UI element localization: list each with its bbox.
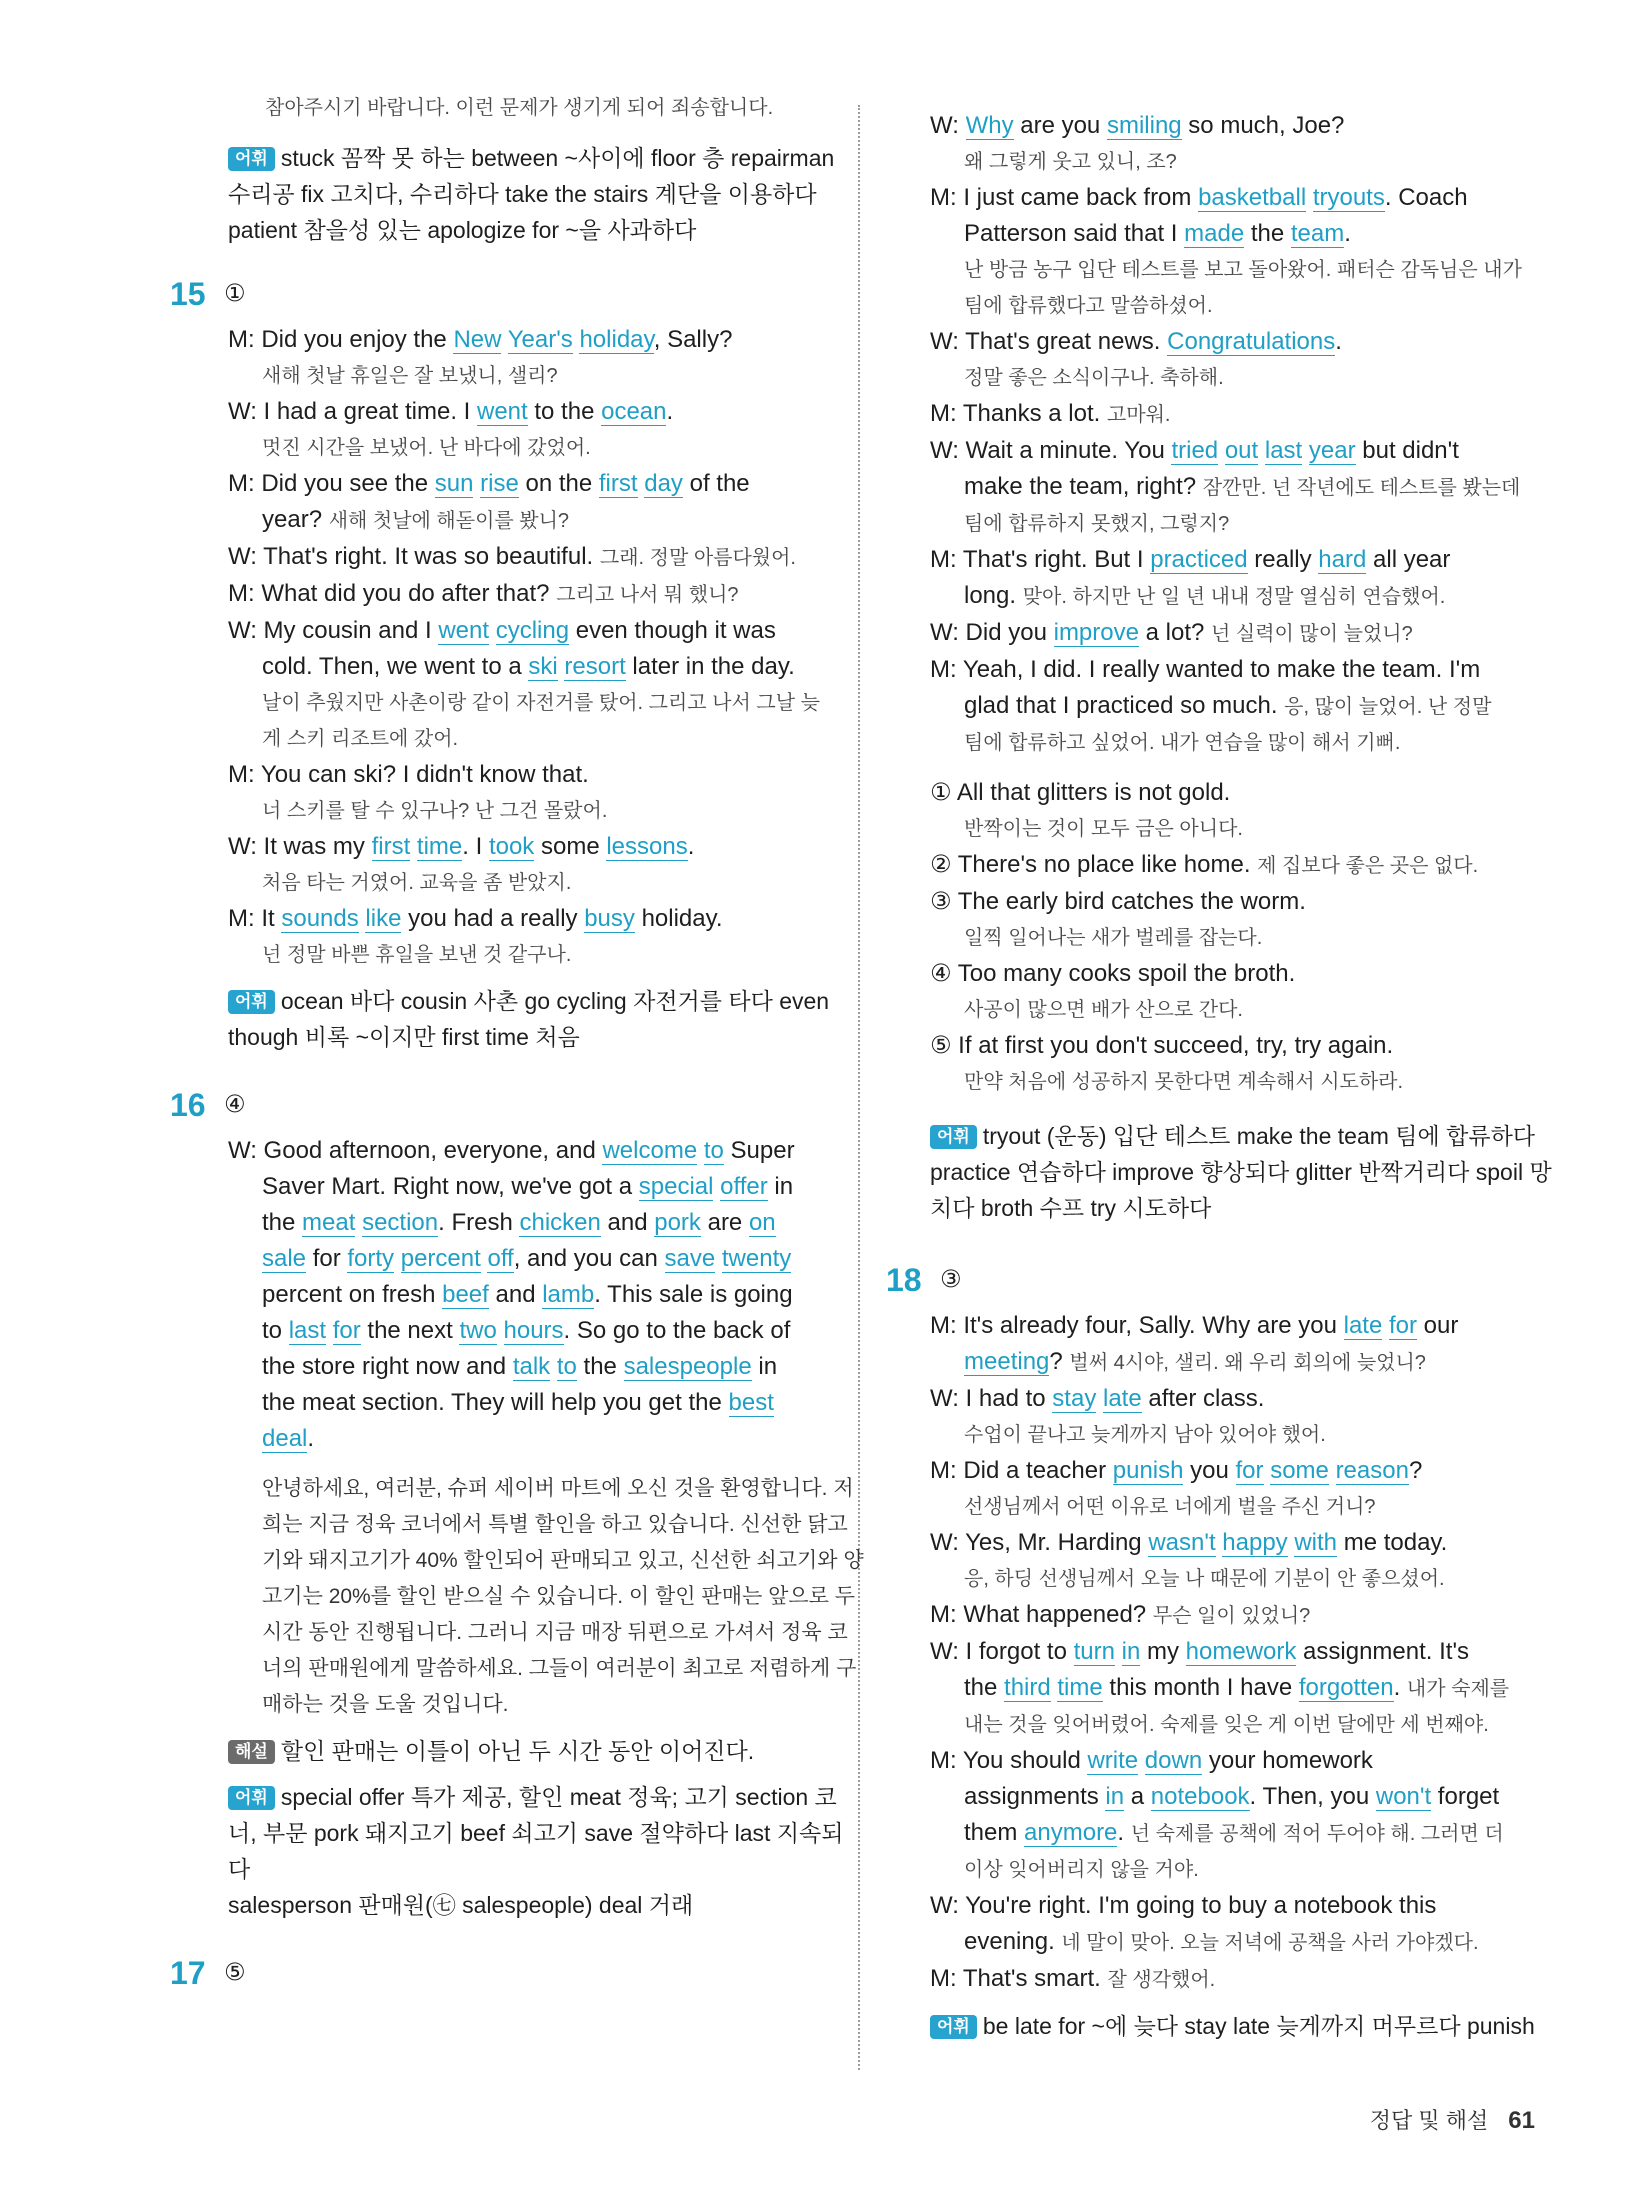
question-number: 16 — [170, 1087, 206, 1123]
vocab-14: 어휘 stuck 꼼짝 못 하는 between ~사이에 floor 층 repairman 수리공 fix 고치다, 수리하다 take the stairs 계단을 이용하다 patient 참을성 있는 apologize for ~을 사과하다 — [228, 145, 835, 243]
vocab-15: 어휘 ocean 바다 cousin 사촌 go cycling 자전거를 타다 even though 비록 ~이지만 first time 처음 — [228, 988, 830, 1050]
vocab-16: 어휘 special offer 특가 제공, 할인 meat 정육; 고기 section 코 너, 부문 pork 돼지고기 beef 쇠고기 save 절약하다 last 지속되다 salesperson 판매원(㊆ salespeople) deal 거래 — [228, 1784, 844, 1918]
vocab-tag: 어휘 — [228, 147, 275, 171]
explanation-16: 해설 할인 판매는 이틀이 아닌 두 시간 동안 이어진다. — [170, 1733, 850, 1769]
question-16-header — [170, 1085, 850, 1125]
column-divider — [858, 105, 860, 2070]
answer-mark: ③ — [940, 1266, 962, 1293]
question-number: 15 — [170, 276, 206, 312]
vocab-18: 어휘 be late for ~에 늦다 stay late 늦게까지 머무르다 punish — [930, 2008, 1570, 2044]
question-17-options: ① All that glitters is not gold. 반짝이는 것이 모두 금은 아니다. ② There's no place like home. 제 집보다 좋은 곳은 없다. ③ The early bird catches the worm. 일찍 일어나는 새가 벌레를 잡는다. ④ Too many cooks spoil the broth. 사공이 많으면 배가 산으로 간다. ⑤ If at first you don't succeed, try, try again. 만약 처음에 성공하지 못한다면 계속해서 시도하라. — [930, 779, 1479, 1093]
right-column — [886, 108, 1570, 2044]
question-15-header — [170, 274, 850, 314]
question-15-dialogue: M: Did you enjoy the New Year's holiday, Sally? 새해 첫날 휴일은 잘 보냈니, 샐리? W: I had a great time. I went to the ocean. 멋진 시간을 보냈어. 난 바다에 갔었어. M: Did you see the sun rise on the first day of the year? 새해 첫날에 해돋이를 봤니? W: That's right. It was so beautiful. 그래. 정말 아름다웠어. M: What did you do after that? 그리고 나서 뭐 했니? W: My cousin and I went cycling even though it was cold. Then, we went to a ski resort later in the day. 날이 추웠지만 사촌이랑 같이 자전거를 탔어. 그리고 나서 그날 늦 게 스키 리조트에 갔어. M: You can ski? I didn't know that. 너 스키를 탈 수 있구나? 난 그건 몰랐어. W: It was my first time. I took some lessons. 처음 타는 거였어. 교육을 좀 받았지. M: It sounds like you had a really busy holiday. 넌 정말 바쁜 휴일을 보낸 것 같구나. — [170, 322, 850, 973]
vocab-17: 어휘 tryout (운동) 입단 테스트 make the team 팀에 합류하다 practice 연습하다 improve 향상되다 glitter 반짝거리다 spoil 망 치다 broth 수프 try 시도하다 — [930, 1123, 1552, 1221]
question-number: 17 — [170, 1955, 206, 1991]
question-17-header — [170, 1953, 850, 1993]
answer-mark: ① — [224, 280, 246, 307]
question-16-script: W: Good afternoon, everyone, and welcome to Super Saver Mart. Right now, we've got a special offer in the meat section. Fresh chicken and pork are on sale for forty percent off, and you can save twenty percent on fresh beef and lamb. This sale is going to last for the next two hours. So go to the back of the store right now and talk to the salespeople in the meat section. They will help you get the best deal. 안녕하세요, 여러분, 슈퍼 세이버 마트에 오신 것을 환영합니다. 저 희는 지금 정육 코너에서 특별 할인을 하고 있습니다. 신선한 닭고 기와 돼지고기가 40% 할인되어 판매되고 있고, 신선한 쇠고기와 양 고기는 20%를 할인 받으실 수 있습니다. 이 할인 판매는 앞으로 두 시간 동안 진행됩니다. 그러니 지금 매장 뒤편으로 가셔서 정육 코 너의 판매원에게 말씀하세요. 그들이 여러분이 최고로 저렴하게 구 매하는 것을 도울 것입니다. — [228, 1137, 864, 1716]
answer-mark: ④ — [224, 1091, 246, 1118]
intro-translation: 참아주시기 바랍니다. 이런 문제가 생기게 되어 죄송합니다. — [265, 97, 774, 119]
answer-mark: ⑤ — [224, 1959, 246, 1986]
dialogue-line: M: Did you enjoy the New Year's holiday, Sally? — [228, 326, 733, 353]
question-17-dialogue: W: Why are you smiling so much, Joe? 왜 그렇게 웃고 있니, 조? M: I just came back from basketball tryouts. Coach Patterson said that I made the team. 난 방금 농구 입단 테스트를 보고 돌아왔어. 패터슨 감독님은 내가 팀에 합류했다고 말씀하셨어. W: That's great news. Congratulations. 정말 좋은 소식이구나. 축하해. M: Thanks a lot. 고마워. W: Wait a minute. You tried out last year but didn't make the team, right? 잠깐만. 넌 작년에도 테스트를 봤는데 팀에 합류하지 못했지, 그렇지? M: That's right. But I practiced really hard all year long. 맞아. 하지만 난 일 년 내내 정말 열심히 연습했어. W: Did you improve a lot? 넌 실력이 많이 늘었니? M: Yeah, I did. I really wanted to make the team. I'm glad that I practiced so much. 응, 많이 늘었어. 난 정말 팀에 합류하고 싶었어. 내가 연습을 많이 해서 기뻐. — [930, 112, 1522, 754]
left-column — [170, 97, 864, 2001]
page-footer — [1370, 2104, 1535, 2135]
page-number: 61 — [1508, 2107, 1535, 2134]
question-number: 18 — [886, 1262, 922, 1298]
question-18-header — [886, 1260, 1526, 1300]
footer-label: 정답 및 해설 — [1369, 2108, 1489, 2133]
question-18-dialogue: M: It's already four, Sally. Why are you late for our meeting? 벌써 4시야, 샐리. 왜 우리 회의에 늦었니? W: I had to stay late after class. 수업이 끝나고 늦게까지 남아 있어야 했어. M: Did a teacher punish you for some reason? 선생님께서 어떤 이유로 너에게 벌을 주신 거니? W: Yes, Mr. Harding wasn't happy with me today. 응, 하딩 선생님께서 오늘 나 때문에 기분이 안 좋으셨어. M: What happened? 무슨 일이 있었니? W: I forgot to turn in my homework assignment. It's the third time this month I have forgotten. 내가 숙제를 내는 것을 잊어버렸어. 숙제를 잊은 게 이번 달에만 세 번째야. M: You should write down your homework assignments in a notebook. Then, you won't forget them anymore. 넌 숙제를 공책에 적어 두어야 해. 그러면 더 이상 잊어버리지 않을 거야. W: You're right. I'm going to buy a notebook this evening. 네 말이 맞아. 오늘 저녁에 공책을 사러 가야겠다. M: That's smart. 잘 생각했어. — [930, 1312, 1510, 1992]
